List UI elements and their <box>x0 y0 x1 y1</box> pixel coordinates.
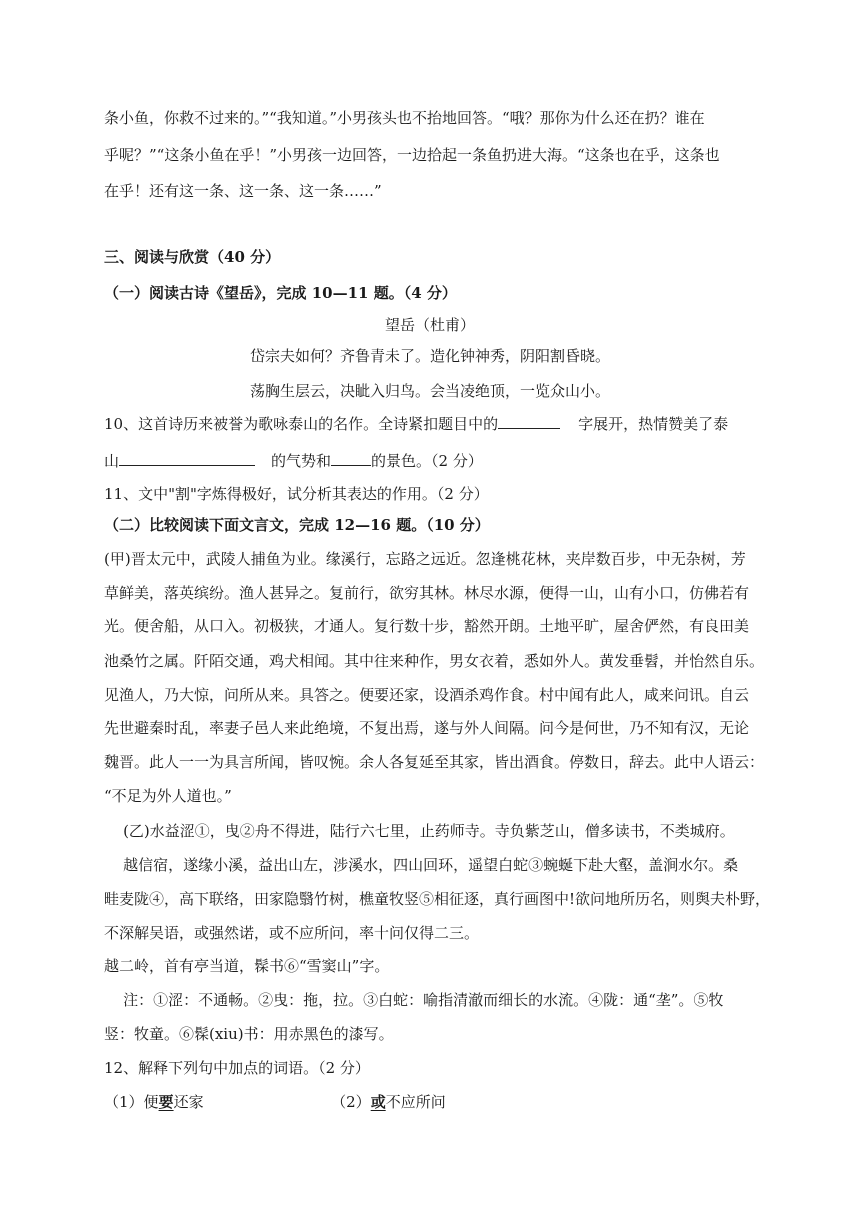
q10-blank-2[interactable] <box>119 450 255 466</box>
passage-yi-line: (乙)水益涩①，曳②舟不得进，陆行六七里，止药师寺。寺负紫芝山，僧多读书，不类城府。 <box>104 822 735 840</box>
poem-heading: 望岳（杜甫） <box>384 316 475 334</box>
passage-jia-line: 池桑竹之属。阡陌交通，鸡犬相闻。其中往来种作，男女衣着，悉如外人。黄发垂髫，并怡然自乐。 <box>104 652 765 670</box>
q12-item-1-pre: （1）便 <box>104 1093 159 1111</box>
q10-text-a: 10、这首诗历来被誉为歌咏泰山的名作。全诗紧扣题目中的 <box>104 415 499 433</box>
passage-jia-line: 草鲜美，落英缤纷。渔人甚异之。复前行，欲穷其林。林尽水源，便得一山，山有小口，仿佛若有 <box>104 584 750 602</box>
q10-text-b: 字展开，热情赞美了泰 <box>578 415 729 433</box>
q12-item-1 <box>104 1093 204 1111</box>
question-12-items <box>104 1092 764 1112</box>
section-title: 三、阅读与欣赏（40 分） <box>104 248 281 266</box>
q12-item-2-pre: （2） <box>331 1093 371 1111</box>
poem-line-1: 岱宗夫如何？齐鲁青未了。造化钟神秀，阴阳割昏晓。 <box>249 347 610 365</box>
q12-item-1-post: 还家 <box>173 1093 204 1111</box>
question-10-line-2 <box>104 450 764 471</box>
question-10-line-1 <box>104 413 764 434</box>
intro-line-2: 乎呢？”“这条小鱼在乎！”小男孩一边回答，一边拾起一条鱼扔进大海。“这条也在乎，这条也 <box>104 146 720 164</box>
question-11: 11、文中"割"字炼得极好，试分析其表达的作用。（2 分） <box>104 485 489 503</box>
q12-item-1-key: 要 <box>158 1093 174 1111</box>
passage-yi-line: 越二岭，首有亭当道，髹书⑥“雪窦山”字。 <box>104 957 390 975</box>
q10-blank-1[interactable] <box>498 413 560 429</box>
passage-yi-line: 畦麦陇④，高下联络，田家隐翳竹树，樵童牧竖⑤相征逐，真行画图中!欲问地所历名，则舆夫朴野， <box>104 890 771 908</box>
q12-item-2-key: 或 <box>370 1093 386 1111</box>
q10-blank-3[interactable] <box>331 450 371 466</box>
intro-line-3: 在乎！还有这一条、这一条、这一条……” <box>104 182 382 200</box>
passage-jia-line: (甲)晋太元中，武陵人捕鱼为业。缘溪行，忘路之远近。忽逢桃花林，夹岸数百步，中无杂树，芳 <box>104 550 746 568</box>
part2-title: （二）比较阅读下面文言文，完成 12—16 题。（10 分） <box>104 516 490 534</box>
q10-text-e: 的景色。（2 分） <box>371 452 483 470</box>
intro-line-1: 条小鱼，你救不过来的。”“我知道。”小男孩头也不抬地回答。“哦？那你为什么还在扔？谁在 <box>104 109 705 127</box>
question-12: 12、解释下列句中加点的词语。（2 分） <box>104 1059 370 1077</box>
passage-jia-line: 先世避秦时乱，率妻子邑人来此绝境，不复出焉，遂与外人间隔。问今是何世，乃不知有汉，无论 <box>104 719 750 737</box>
poem-line-2: 荡胸生层云，决眦入归鸟。会当凌绝顶，一览众山小。 <box>249 382 610 400</box>
notes-line: 竖：牧童。⑥髹(xiu)书：用赤黑色的漆写。 <box>104 1025 394 1043</box>
q12-item-2-post: 不应所问 <box>385 1093 446 1111</box>
passage-jia-line: “不足为外人道也。” <box>104 787 232 805</box>
passage-jia-line: 见渔人，乃大惊，问所从来。具答之。便要还家，设酒杀鸡作食。村中闻有此人，咸来问讯。自云 <box>104 686 750 704</box>
passage-jia-line: 魏晋。此人一一为具言所闻，皆叹惋。余人各复延至其家，皆出酒食。停数日，辞去。此中人语云： <box>104 753 765 771</box>
q10-text-d: 的气势和 <box>271 452 332 470</box>
notes-line: 注：①涩：不通畅。②曳：拖，拉。③白蛇：喻指清澈而细长的水流。④陇：通“垄”。⑤牧 <box>104 991 724 1009</box>
passage-jia-line: 光。便舍船，从口入。初极狭，才通人。复行数十步，豁然开朗。土地平旷，屋舍俨然，有良田美 <box>104 617 750 635</box>
q12-item-2 <box>331 1093 446 1111</box>
passage-yi-line: 越信宿，遂缘小溪，益出山左，涉溪水，四山回环，遥望白蛇③蜿蜒下赴大壑，盖涧水尔。桑 <box>104 856 739 874</box>
part1-title: （一）阅读古诗《望岳》，完成 10—11 题。（4 分） <box>104 284 457 302</box>
passage-yi-line: 不深解吴语，或强然诺，或不应所问，率十问仅得二三。 <box>104 924 480 942</box>
q10-text-c: 山 <box>104 452 120 470</box>
